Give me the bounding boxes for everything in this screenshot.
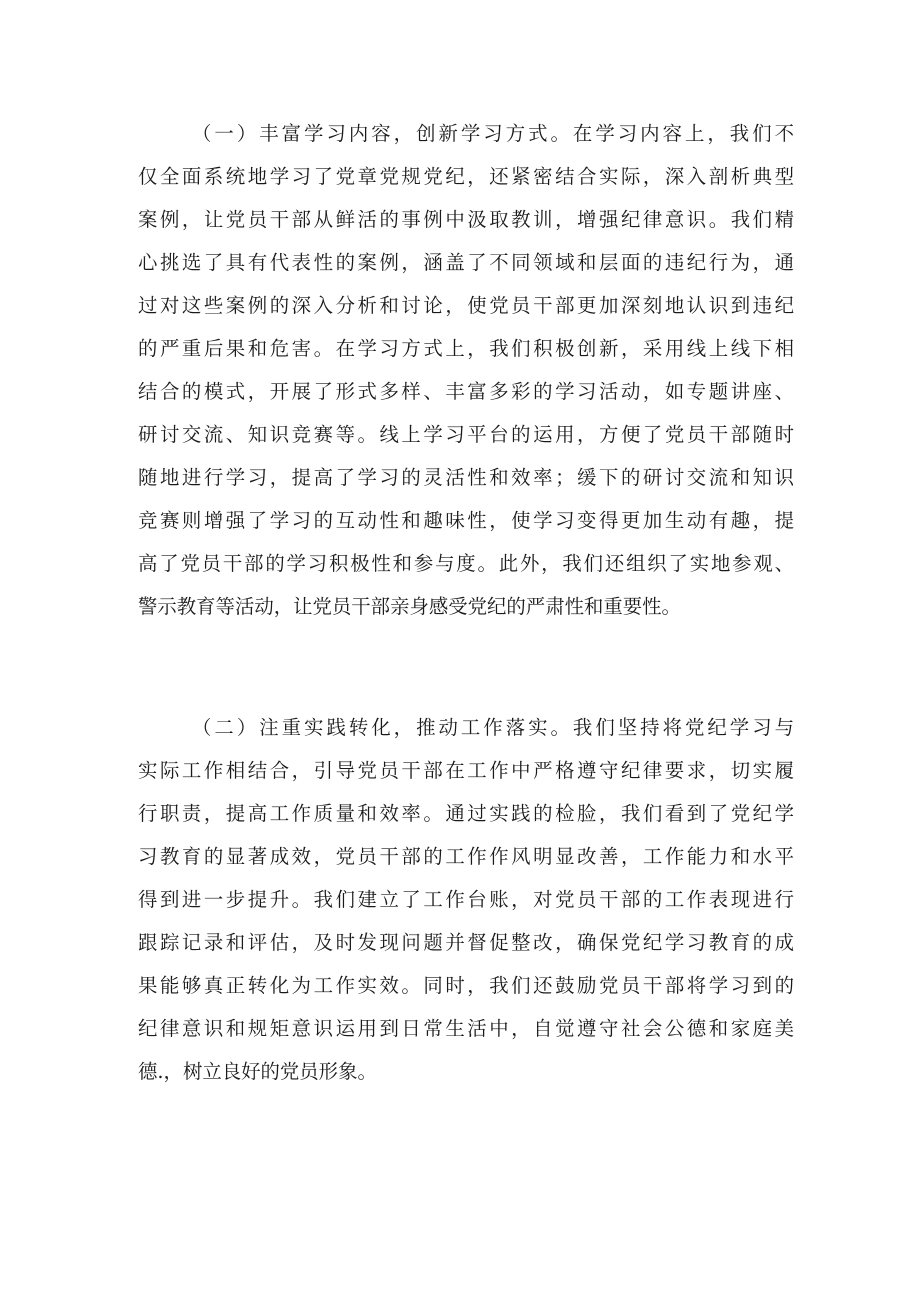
text-line: 的严重后果和危害。在学习方式上，我们积极创新，采用线上线下相 xyxy=(138,337,794,360)
text-line: 行职责，提高工作质量和效率。通过实践的检脸，我们看到了党纪学 xyxy=(138,802,794,825)
text-line: 研讨交流、知识竞赛等。线上学习平台的运用，方便了党员干部随时 xyxy=(138,423,794,446)
text-line: 跟踪记录和评估，及时发现问题并督促整改，确保党纪学习教育的成 xyxy=(138,931,794,954)
text-line: 随地进行学习，提高了学习的灵活性和效率；缓下的研讨交流和知识 xyxy=(138,466,794,489)
text-line: 习教育的显著成效，党员干部的工作作风明显改善，工作能力和水平 xyxy=(138,845,794,868)
text-line: 果能够真正转化为工作实效。同时，我们还鼓励党员干部将学习到的 xyxy=(138,974,794,997)
text-line: 仅全面系统地学习了党章党规党纪，还紧密结合实际，深入剖析典型 xyxy=(138,165,794,188)
text-line: 实际工作相结合，引导党员干部在工作中严格遵守纪律要求，切实履 xyxy=(138,759,794,782)
text-line: 高了党员干部的学习积极性和参与度。此外，我们还组织了实地参观、 xyxy=(138,552,794,575)
text-line: 心挑选了具有代表性的案例，涵盖了不同领域和层面的违纪行为，通 xyxy=(138,251,794,274)
paragraph-1 xyxy=(138,112,794,628)
paragraph-2 xyxy=(138,706,794,1093)
text-line: （一）丰富学习内容，创新学习方式。在学习内容上，我们不 xyxy=(192,122,794,145)
text-line: （二）注重实践转化，推动工作落实。我们坚持将党纪学习与 xyxy=(192,716,794,739)
text-line: 结合的模式，开展了形式多样、丰富多彩的学习活动，如专题讲座、 xyxy=(138,380,794,403)
text-line: 过对这些案例的深入分析和讨论，使党员干部更加深刻地认识到违纪 xyxy=(138,294,794,317)
text-line: 警示教育等活动，让党员干部亲身感受党纪的严肃性和重要性。 xyxy=(138,595,681,618)
text-line: 案例，让党员干部从鲜活的事例中汲取教训，增强纪律意识。我们精 xyxy=(138,208,794,231)
text-line: 得到进一步提升。我们建立了工作台账，对党员干部的工作表现进行 xyxy=(138,888,794,911)
text-line: 德.，树立良好的党员形象。 xyxy=(138,1060,377,1083)
text-line: 竞赛则增强了学习的互动性和趣味性，使学习变得更加生动有趣，提 xyxy=(138,509,794,532)
text-line: 纪律意识和规矩意识运用到日常生活中，自觉遵守社会公德和家庭美 xyxy=(138,1017,794,1040)
